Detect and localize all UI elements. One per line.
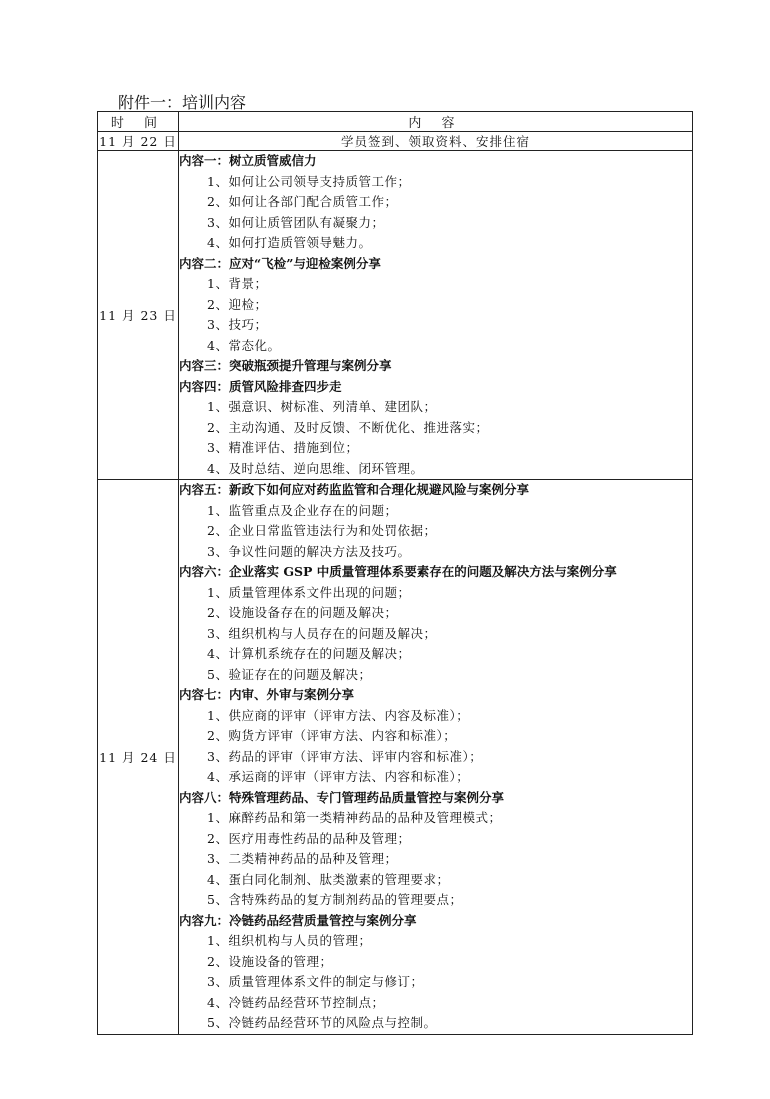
- list-item: 2、企业日常监管违法行为和处罚依据；: [207, 523, 437, 538]
- list-item: 3、二类精神药品的品种及管理；: [207, 851, 398, 866]
- section-title: 内容四：质管风险排查四步走: [179, 378, 342, 394]
- section-title: 内容一：树立质管威信力: [179, 153, 317, 168]
- list-item: 3、质量管理体系文件的制定与修订；: [207, 974, 424, 989]
- content-cell: [179, 480, 693, 1035]
- list-item: 3、争议性问题的解决方法及技巧。: [207, 543, 411, 559]
- section-title: 内容八：特殊管理药品、专门管理药品质量管控与案例分享: [179, 789, 505, 805]
- list-item: 4、常态化。: [207, 337, 281, 353]
- list-item: 4、如何打造质管领导魅力。: [207, 235, 372, 250]
- page-title: 附件一：培训内容: [118, 93, 247, 112]
- list-item: 4、承运商的评审（评审方法、内容和标准）；: [207, 769, 470, 784]
- list-item: 5、含特殊药品的复方制剂药品的管理要点；: [207, 892, 463, 907]
- list-item: 2、医疗用毒性药品的品种及管理；: [207, 830, 411, 846]
- list-item: 1、如何让公司领导支持质管工作；: [207, 173, 411, 189]
- list-item: 4、及时总结、逆向思维、闭环管理。: [207, 460, 424, 476]
- header-content: 内 容: [179, 112, 693, 132]
- list-item: 2、迎检；: [207, 296, 268, 312]
- content-cell: [179, 151, 693, 480]
- list-item: 1、强意识、树标准、列清单、建团队；: [207, 399, 437, 414]
- table-header-row: [98, 112, 693, 132]
- header-time: 时 间: [98, 112, 179, 132]
- list-item: 2、如何让各部门配合质管工作；: [207, 194, 398, 209]
- list-item: 1、背景；: [207, 276, 268, 291]
- list-item: 3、药品的评审（评审方法、评审内容和标准）；: [207, 748, 483, 764]
- table-row: [98, 132, 693, 151]
- section-title: 内容六：企业落实 GSP 中质量管理体系要素存在的问题及解决方法与案例分享: [179, 564, 617, 579]
- list-item: 3、组织机构与人员存在的问题及解决；: [207, 625, 437, 641]
- date-cell: 11 月 23 日: [98, 151, 179, 480]
- list-item: 4、蛋白同化制剂、肽类激素的管理要求；: [207, 871, 450, 887]
- section-title: 内容三：突破瓶颈提升管理与案例分享: [179, 358, 392, 373]
- section-title: 内容九：冷链药品经营质量管控与案例分享: [179, 912, 417, 928]
- list-item: 2、设施设备的管理；: [207, 953, 333, 969]
- date-cell: 11 月 24 日: [98, 480, 179, 1035]
- list-item: 2、主动沟通、及时反馈、不断优化、推进落实；: [207, 419, 489, 435]
- list-item: 4、计算机系统存在的问题及解决；: [207, 646, 411, 661]
- section-title: 内容二：应对“飞检”与迎检案例分享: [179, 255, 381, 271]
- list-item: 1、麻醉药品和第一类精神药品的品种及管理模式；: [207, 810, 502, 825]
- list-item: 1、监管重点及企业存在的问题；: [207, 502, 398, 518]
- section-title: 内容五：新政下如何应对药监监管和合理化规避风险与案例分享: [179, 482, 530, 497]
- list-item: 1、质量管理体系文件出现的问题；: [207, 584, 411, 600]
- list-item: 3、精准评估、措施到位；: [207, 440, 359, 455]
- list-item: 5、验证存在的问题及解决；: [207, 666, 372, 682]
- list-item: 4、冷链药品经营环节控制点；: [207, 994, 385, 1010]
- table-row: [98, 480, 693, 1035]
- list-item: 3、技巧；: [207, 317, 268, 332]
- list-item: 2、购货方评审（评审方法、内容和标准）；: [207, 728, 457, 743]
- content-cell: 学员签到、领取资料、安排住宿: [179, 132, 693, 151]
- list-item: 2、设施设备存在的问题及解决；: [207, 605, 398, 620]
- list-item: 5、冷链药品经营环节的风险点与控制。: [207, 1015, 437, 1030]
- list-item: 3、如何让质管团队有凝聚力；: [207, 214, 385, 230]
- list-item: 1、组织机构与人员的管理；: [207, 933, 372, 948]
- schedule-table: [97, 111, 693, 1035]
- list-item: 1、供应商的评审（评审方法、内容及标准）；: [207, 707, 470, 723]
- date-cell: 11 月 22 日: [98, 132, 179, 151]
- section-title: 内容七：内审、外审与案例分享: [179, 687, 355, 702]
- table-row: [98, 151, 693, 480]
